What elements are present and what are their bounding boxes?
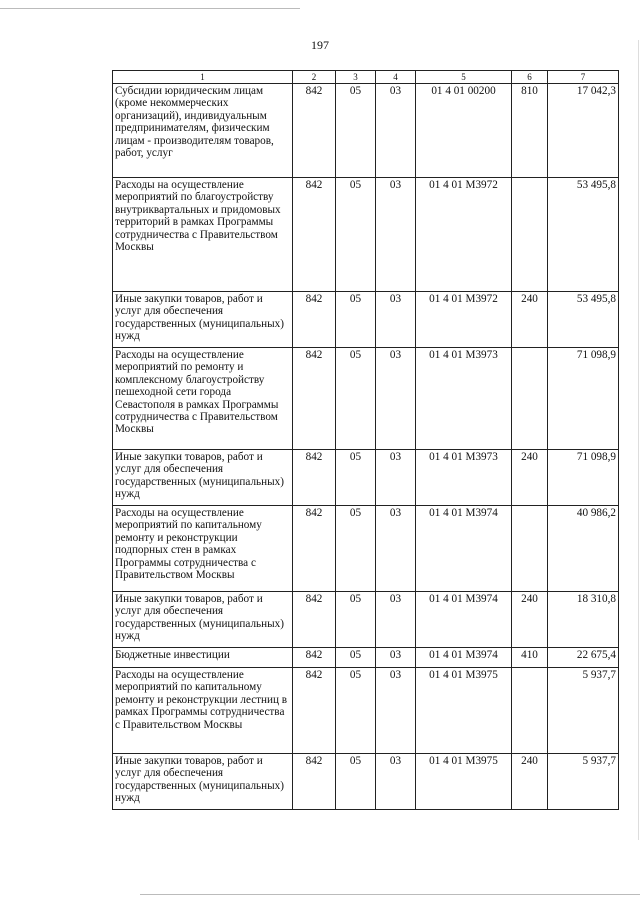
row-expense-type <box>512 348 548 450</box>
row-name: Бюджетные инвестиции <box>113 648 293 668</box>
row-target-article: 01 4 01 М3974 <box>416 648 512 668</box>
row-expense-type <box>512 178 548 292</box>
row-target-article: 01 4 01 М3975 <box>416 754 512 810</box>
row-subsection: 03 <box>376 592 416 648</box>
header-cell-6: 6 <box>512 71 548 84</box>
row-grbs: 842 <box>293 84 336 178</box>
row-amount: 40 986,2 <box>548 506 619 592</box>
row-target-article: 01 4 01 М3973 <box>416 348 512 450</box>
row-name: Иные закупки товаров, работ и услуг для обеспечения государственных (муниципальных) нужд <box>113 592 293 648</box>
table-row <box>113 592 619 648</box>
row-name: Расходы на осуществление мероприятий по благоустройству внутриквартальных и придомовых территорий в рамках Программы сотрудничества с Правительством Москвы <box>113 178 293 292</box>
row-target-article: 01 4 01 М3972 <box>416 292 512 348</box>
row-expense-type: 240 <box>512 292 548 348</box>
row-expense-type <box>512 506 548 592</box>
row-amount: 22 675,4 <box>548 648 619 668</box>
row-section: 05 <box>336 592 376 648</box>
row-target-article: 01 4 01 00200 <box>416 84 512 178</box>
row-expense-type <box>512 668 548 754</box>
row-section: 05 <box>336 506 376 592</box>
row-section: 05 <box>336 450 376 506</box>
row-expense-type: 240 <box>512 450 548 506</box>
row-name: Субсидии юридическим лицам (кроме некоммерческих организаций), индивидуальным предпринимателям, физическим лицам - производителям товаров, работ, услуг <box>113 84 293 178</box>
row-subsection: 03 <box>376 648 416 668</box>
scan-edge-bottom <box>140 894 640 895</box>
row-expense-type: 810 <box>512 84 548 178</box>
row-name: Расходы на осуществление мероприятий по капитальному ремонту и реконструкции лестниц в рамках Программы сотрудничества с Правительством Москвы <box>113 668 293 754</box>
row-expense-type: 240 <box>512 592 548 648</box>
table-header-row <box>113 71 619 84</box>
header-cell-4: 4 <box>376 71 416 84</box>
table-row <box>113 648 619 668</box>
row-amount: 18 310,8 <box>548 592 619 648</box>
row-subsection: 03 <box>376 348 416 450</box>
header-cell-7: 7 <box>548 71 619 84</box>
row-grbs: 842 <box>293 592 336 648</box>
row-target-article: 01 4 01 М3974 <box>416 592 512 648</box>
row-target-article: 01 4 01 М3973 <box>416 450 512 506</box>
header-cell-2: 2 <box>293 71 336 84</box>
row-section: 05 <box>336 668 376 754</box>
row-subsection: 03 <box>376 292 416 348</box>
table-row <box>113 506 619 592</box>
row-name: Расходы на осуществление мероприятий по ремонту и комплексному благоустройству пешеходной сети города Севастополя в рамках Программы сотрудничества с Правительством Москвы <box>113 348 293 450</box>
table-row <box>113 754 619 810</box>
row-name: Иные закупки товаров, работ и услуг для обеспечения государственных (муниципальных) нужд <box>113 450 293 506</box>
table-row <box>113 178 619 292</box>
row-subsection: 03 <box>376 178 416 292</box>
row-target-article: 01 4 01 М3974 <box>416 506 512 592</box>
row-section: 05 <box>336 348 376 450</box>
row-grbs: 842 <box>293 178 336 292</box>
table-row <box>113 450 619 506</box>
row-amount: 71 098,9 <box>548 348 619 450</box>
row-subsection: 03 <box>376 668 416 754</box>
budget-table <box>112 70 619 810</box>
table-row <box>113 292 619 348</box>
row-name: Расходы на осуществление мероприятий по капитальному ремонту и реконструкции подпорных стен в рамках Программы сотрудничества с Правительством Москвы <box>113 506 293 592</box>
row-expense-type: 240 <box>512 754 548 810</box>
row-section: 05 <box>336 648 376 668</box>
row-amount: 5 937,7 <box>548 668 619 754</box>
table-row <box>113 84 619 178</box>
row-subsection: 03 <box>376 506 416 592</box>
row-amount: 53 495,8 <box>548 292 619 348</box>
table-row <box>113 348 619 450</box>
scan-edge-top <box>0 8 300 9</box>
row-section: 05 <box>336 84 376 178</box>
row-grbs: 842 <box>293 668 336 754</box>
row-grbs: 842 <box>293 348 336 450</box>
row-subsection: 03 <box>376 84 416 178</box>
row-expense-type: 410 <box>512 648 548 668</box>
row-name: Иные закупки товаров, работ и услуг для обеспечения государственных (муниципальных) нужд <box>113 292 293 348</box>
row-target-article: 01 4 01 М3975 <box>416 668 512 754</box>
row-subsection: 03 <box>376 450 416 506</box>
row-section: 05 <box>336 178 376 292</box>
row-section: 05 <box>336 754 376 810</box>
header-cell-3: 3 <box>336 71 376 84</box>
row-grbs: 842 <box>293 506 336 592</box>
row-amount: 5 937,7 <box>548 754 619 810</box>
row-target-article: 01 4 01 М3972 <box>416 178 512 292</box>
row-grbs: 842 <box>293 450 336 506</box>
row-grbs: 842 <box>293 648 336 668</box>
row-grbs: 842 <box>293 754 336 810</box>
scan-edge-right <box>638 40 639 840</box>
row-amount: 53 495,8 <box>548 178 619 292</box>
row-amount: 71 098,9 <box>548 450 619 506</box>
page-number: 197 <box>311 38 329 52</box>
header-cell-1: 1 <box>113 71 293 84</box>
row-subsection: 03 <box>376 754 416 810</box>
row-name: Иные закупки товаров, работ и услуг для обеспечения государственных (муниципальных) нужд <box>113 754 293 810</box>
row-amount: 17 042,3 <box>548 84 619 178</box>
row-grbs: 842 <box>293 292 336 348</box>
table-row <box>113 668 619 754</box>
row-section: 05 <box>336 292 376 348</box>
header-cell-5: 5 <box>416 71 512 84</box>
